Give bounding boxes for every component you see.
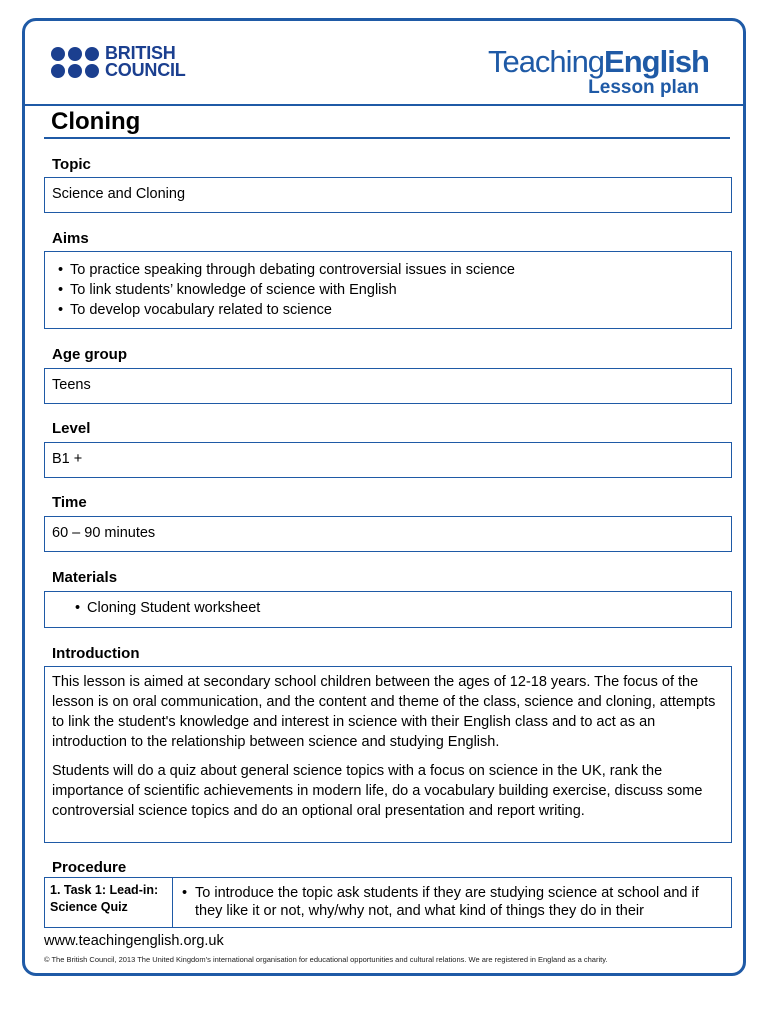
procedure-table <box>44 877 732 928</box>
age-group-value: Teens <box>52 377 91 393</box>
footer-website-link[interactable]: www.teachingenglish.org.uk <box>44 933 224 949</box>
aims-label: Aims <box>52 230 89 247</box>
introduction-box <box>44 666 732 843</box>
procedure-task-text: • To introduce the topic ask students if they are studying science at school and if they like it or not, why/why not, and what kind of things they do in their <box>179 884 725 920</box>
british-council-wordmark <box>105 45 186 79</box>
org-line-2: COUNCIL <box>105 60 186 80</box>
topic-label: Topic <box>52 156 91 173</box>
aims-box <box>44 251 732 329</box>
aims-list <box>52 260 724 320</box>
header-divider <box>22 104 746 106</box>
brand-light: Teaching <box>487 44 605 79</box>
procedure-task-title: 1. Task 1: Lead-in: Science Quiz <box>45 878 173 927</box>
aims-item: • To link students’ knowledge of science with English <box>52 280 724 300</box>
level-label: Level <box>52 420 91 437</box>
lesson-plan-page <box>22 18 746 976</box>
materials-list <box>69 598 724 618</box>
title-divider <box>44 137 730 139</box>
materials-label: Materials <box>52 569 118 586</box>
introduction-paragraph: This lesson is aimed at secondary school children between the ages of 12-18 years. The focus of the lesson is on oral communication, and the content and theme of the class, science and cloning, attempts to link the student's knowledge and interest in science with their English class and to act as an introduction to the relationship between science and studying English. <box>52 674 716 750</box>
teaching-english-logo <box>488 46 709 97</box>
introduction-paragraph: Students will do a quiz about general science topics with a focus on science in the UK, rank the importance of scientific achievements in modern life, do a vocabulary building exercise, discuss some controversial science topics and do an optional oral presentation and report writing. <box>52 763 703 819</box>
time-label: Time <box>52 494 87 511</box>
aims-item: • To practice speaking through debating controversial issues in science <box>52 260 724 280</box>
footer-copyright: © The British Council, 2013 The United Kingdom’s international organisation for educational opportunities and cultural relations. We are registered in England as a charity. <box>44 955 608 964</box>
british-council-logo <box>51 45 186 79</box>
topic-box <box>44 177 732 213</box>
introduction-label: Introduction <box>52 645 140 662</box>
brand-bold: English <box>604 44 709 79</box>
materials-box <box>44 591 732 628</box>
lesson-plan-subtitle: Lesson plan <box>588 77 699 98</box>
age-group-label: Age group <box>52 346 127 363</box>
level-value: B1 + <box>52 451 83 467</box>
time-value: 60 – 90 minutes <box>52 525 156 541</box>
org-line-1: BRITISH <box>105 43 176 63</box>
procedure-task-cell <box>173 878 731 927</box>
materials-item: • Cloning Student worksheet <box>69 598 724 618</box>
procedure-label: Procedure <box>52 859 127 876</box>
level-box <box>44 442 732 478</box>
topic-value: Science and Cloning <box>52 186 186 202</box>
page-title: Cloning <box>51 108 141 135</box>
time-box <box>44 516 732 552</box>
age-group-box <box>44 368 732 404</box>
aims-item: • To develop vocabulary related to science <box>52 300 724 320</box>
british-council-dots-icon <box>51 47 99 78</box>
